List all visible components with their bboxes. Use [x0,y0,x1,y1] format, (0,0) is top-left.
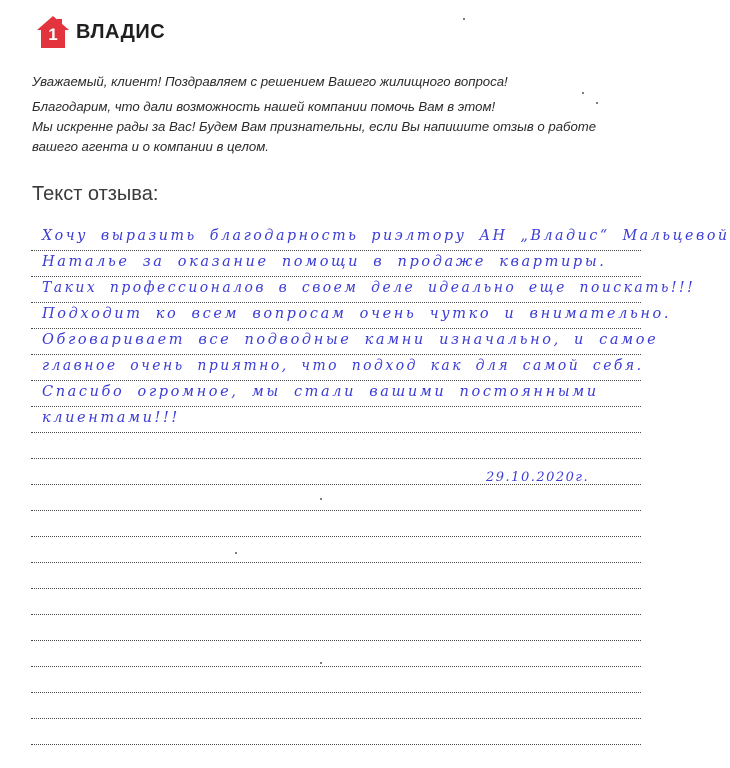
ruled-line [31,432,641,433]
scan-speck [320,662,322,664]
ruled-line [31,276,641,277]
ruled-line [31,718,641,719]
review-line: главное очень приятно, что подход как для самой себя. [42,358,644,374]
scan-speck [235,552,237,554]
ruled-line [31,250,641,251]
review-line: Наталье за оказание помощи в продаже квартиры. [42,254,607,270]
ruled-line [31,328,641,329]
review-line: Подходит ко всем вопросам очень чутко и внимательно. [42,306,672,322]
ruled-line [31,640,641,641]
house-logo-icon [36,15,70,49]
scan-speck [596,102,598,104]
review-line: Хочу выразить благодарность риэлтору АН „Владис“ Мальцевой [42,228,730,244]
ruled-line [31,406,641,407]
ruled-line [31,354,641,355]
ruled-line [31,562,641,563]
review-line: Обговаривает все подводные камни изначально, и самое [42,332,659,348]
ruled-line [31,536,641,537]
brand-logo [36,14,165,50]
ruled-line [31,380,641,381]
scan-speck [463,18,465,20]
ruled-line [31,744,641,745]
review-date: 29.10.2020г. [486,470,590,485]
ruled-line [31,692,641,693]
scan-speck [320,498,322,500]
ruled-line [31,510,641,511]
ruled-line [31,614,641,615]
logo-digit: 1 [48,25,58,44]
request-line-continued: вашего агента и о компании в целом. [32,139,269,154]
ruled-line [31,302,641,303]
review-line: Спасибо огромное, мы стали вашими постоянными [42,384,599,400]
ruled-line [31,458,641,459]
greeting-text: Уважаемый, клиент! Поздравляем с решением Вашего жилищного вопроса! [32,74,508,89]
review-line: клиентами!!! [42,410,180,426]
request-line: Мы искренне рады за Вас! Будем Вам признательны, если Вы напишите отзыв о работе [32,119,597,134]
thanks-paragraph [32,97,632,157]
ruled-line [31,666,641,667]
logo-wordmark: ВЛАДИС [76,20,166,43]
review-section-title: Текст отзыва: [32,183,159,205]
review-line: Таких профессионалов в своем деле идеально еще поискать!!! [42,280,696,296]
thanks-line: Благодарим, что дали возможность нашей компании помочь Вам в этом! [32,99,496,114]
scan-speck [582,92,584,94]
ruled-line [31,588,641,589]
